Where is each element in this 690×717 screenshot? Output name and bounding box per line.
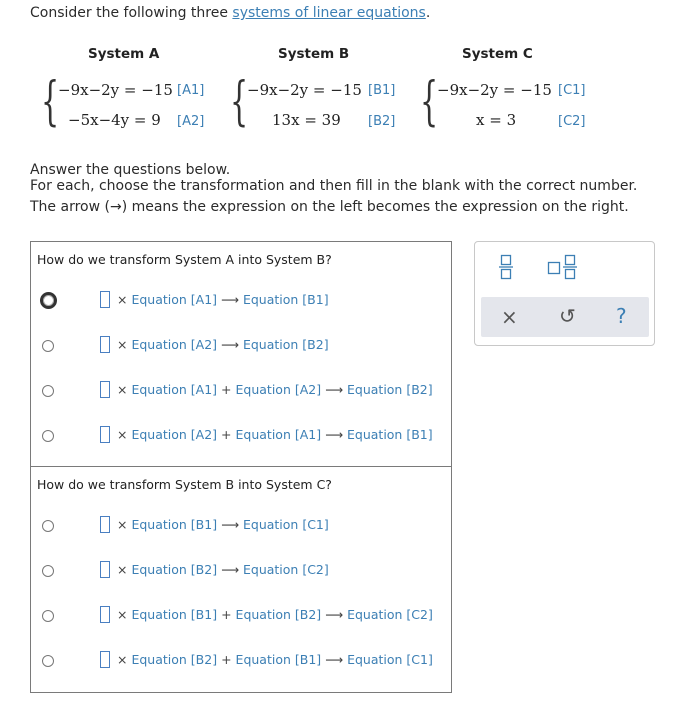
arrow-symbol: ⟶ <box>221 517 239 532</box>
q2-o4-lhs: Equation [B2] <box>131 652 218 667</box>
system-b-title: System B <box>278 46 350 62</box>
q2-option-2-radio[interactable] <box>42 565 54 577</box>
q2-option-2-label <box>117 562 329 577</box>
intro-prefix: Consider the following three <box>30 5 233 21</box>
intro-text <box>30 5 430 21</box>
question-2-prompt: How do we transform System B into System C? <box>37 477 332 492</box>
arrow-symbol: ⟶ <box>221 337 239 352</box>
system-c-title: System C <box>462 46 533 62</box>
q1-option-2[interactable] <box>31 337 451 357</box>
arrow-symbol: ⟶ <box>325 652 344 667</box>
q2-option-4-label <box>117 652 433 667</box>
equation-a1: −9x−2y = −15 <box>58 81 173 99</box>
times-symbol: × <box>117 292 128 307</box>
q1-option-1-blank[interactable] <box>100 291 110 308</box>
q2-o1-result: Equation [C1] <box>242 517 329 532</box>
q1-option-3[interactable] <box>31 382 451 402</box>
q2-o2-lhs: Equation [B2] <box>131 562 218 577</box>
instruction-line-1: Answer the questions below. <box>30 162 231 178</box>
arrow-symbol: ⟶ <box>221 562 239 577</box>
q1-option-4[interactable] <box>31 427 451 447</box>
equation-b1: −9x−2y = −15 <box>247 81 362 99</box>
q2-option-1[interactable] <box>31 517 451 537</box>
q1-option-3-blank[interactable] <box>100 381 110 398</box>
q2-option-4-radio[interactable] <box>42 655 54 667</box>
arrow-symbol: ⟶ <box>221 292 239 307</box>
undo-icon[interactable]: ↺ <box>559 304 576 328</box>
times-symbol: × <box>117 337 128 352</box>
q2-o2-result: Equation [C2] <box>242 562 329 577</box>
arrow-symbol: ⟶ <box>325 427 344 442</box>
equation-b2: 13x = 39 <box>272 111 341 129</box>
times-symbol: × <box>117 607 128 622</box>
equation-c1: −9x−2y = −15 <box>437 81 552 99</box>
instruction-line-2: For each, choose the transformation and then fill in the blank with the correct number. <box>30 178 638 194</box>
arrow-symbol: ⟶ <box>325 382 344 397</box>
systems-link[interactable]: systems of linear equations <box>232 5 426 21</box>
equation-a2: −5x−4y = 9 <box>68 111 161 129</box>
q2-o1-lhs: Equation [B1] <box>131 517 218 532</box>
equation-c2: x = 3 <box>476 111 517 129</box>
q1-option-1[interactable] <box>31 292 451 312</box>
q2-option-2[interactable] <box>31 562 451 582</box>
fraction-icon[interactable] <box>499 254 513 284</box>
question-2-panel <box>30 466 452 693</box>
q2-option-3-label <box>117 607 433 622</box>
instruction-arrow-prefix: The arrow ( <box>30 199 110 215</box>
q2-option-2-blank[interactable] <box>100 561 110 578</box>
plus-symbol: + <box>221 652 232 667</box>
q1-o3-lhs: Equation [A1] <box>131 382 218 397</box>
q1-option-1-radio[interactable] <box>40 292 57 309</box>
tag-c2: [C2] <box>558 114 586 129</box>
q1-option-1-label <box>117 292 329 307</box>
q2-option-1-radio[interactable] <box>42 520 54 532</box>
q1-o2-lhs: Equation [A2] <box>131 337 218 352</box>
plus-symbol: + <box>221 427 232 442</box>
tag-b1: [B1] <box>368 83 396 98</box>
q1-option-2-radio[interactable] <box>42 340 54 352</box>
q1-option-4-blank[interactable] <box>100 426 110 443</box>
q1-option-3-label <box>117 382 433 397</box>
q2-option-4[interactable] <box>31 652 451 672</box>
arrow-symbol: ⟶ <box>325 607 344 622</box>
times-symbol: × <box>117 652 128 667</box>
instruction-line-3 <box>30 199 629 215</box>
q1-option-4-radio[interactable] <box>42 430 54 442</box>
times-symbol: × <box>117 427 128 442</box>
tag-a2: [A2] <box>177 114 205 129</box>
q1-option-2-blank[interactable] <box>100 336 110 353</box>
tag-b2: [B2] <box>368 114 396 129</box>
q2-option-1-label <box>117 517 329 532</box>
intro-suffix: . <box>425 5 431 21</box>
q2-option-3-blank[interactable] <box>100 606 110 623</box>
q2-o4-rhs: Equation [B1] <box>235 652 322 667</box>
system-a-title: System A <box>88 46 160 62</box>
system-c-brace: { <box>420 72 439 132</box>
q1-o4-rhs: Equation [A1] <box>235 427 322 442</box>
plus-symbol: + <box>221 607 232 622</box>
q1-option-2-label <box>117 337 329 352</box>
system-a-brace: { <box>41 72 60 132</box>
tag-c1: [C1] <box>558 83 586 98</box>
q1-o4-result: Equation [B1] <box>347 427 433 442</box>
q2-option-3[interactable] <box>31 607 451 627</box>
q2-o3-rhs: Equation [B2] <box>235 607 322 622</box>
times-symbol: × <box>117 562 128 577</box>
math-tools-palette <box>474 241 655 346</box>
q1-o4-lhs: Equation [A2] <box>131 427 218 442</box>
tag-a1: [A1] <box>177 83 205 98</box>
q1-option-4-label <box>117 427 433 442</box>
mixed-number-icon[interactable] <box>547 254 577 284</box>
system-b-brace: { <box>230 72 249 132</box>
times-symbol: × <box>117 517 128 532</box>
q2-option-4-blank[interactable] <box>100 651 110 668</box>
question-1-prompt: How do we transform System A into System B? <box>37 252 332 267</box>
q2-option-3-radio[interactable] <box>42 610 54 622</box>
plus-symbol: + <box>221 382 232 397</box>
question-1-panel <box>30 241 452 468</box>
q2-o3-lhs: Equation [B1] <box>131 607 218 622</box>
arrow-icon: → <box>109 199 122 215</box>
q1-o1-lhs: Equation [A1] <box>131 292 218 307</box>
instruction-arrow-suffix: ) means the expression on the left becomes the expression on the right. <box>121 199 629 215</box>
q1-o1-result: Equation [B1] <box>242 292 329 307</box>
times-symbol: × <box>117 382 128 397</box>
q2-o4-result: Equation [C1] <box>347 652 433 667</box>
help-icon[interactable]: ? <box>616 304 627 328</box>
q1-option-3-radio[interactable] <box>42 385 54 397</box>
tools-action-bar <box>481 297 649 337</box>
clear-icon[interactable]: × <box>501 305 518 329</box>
q1-o3-rhs: Equation [A2] <box>235 382 322 397</box>
q1-o3-result: Equation [B2] <box>347 382 433 397</box>
q2-option-1-blank[interactable] <box>100 516 110 533</box>
q2-o3-result: Equation [C2] <box>347 607 433 622</box>
q1-o2-result: Equation [B2] <box>242 337 329 352</box>
